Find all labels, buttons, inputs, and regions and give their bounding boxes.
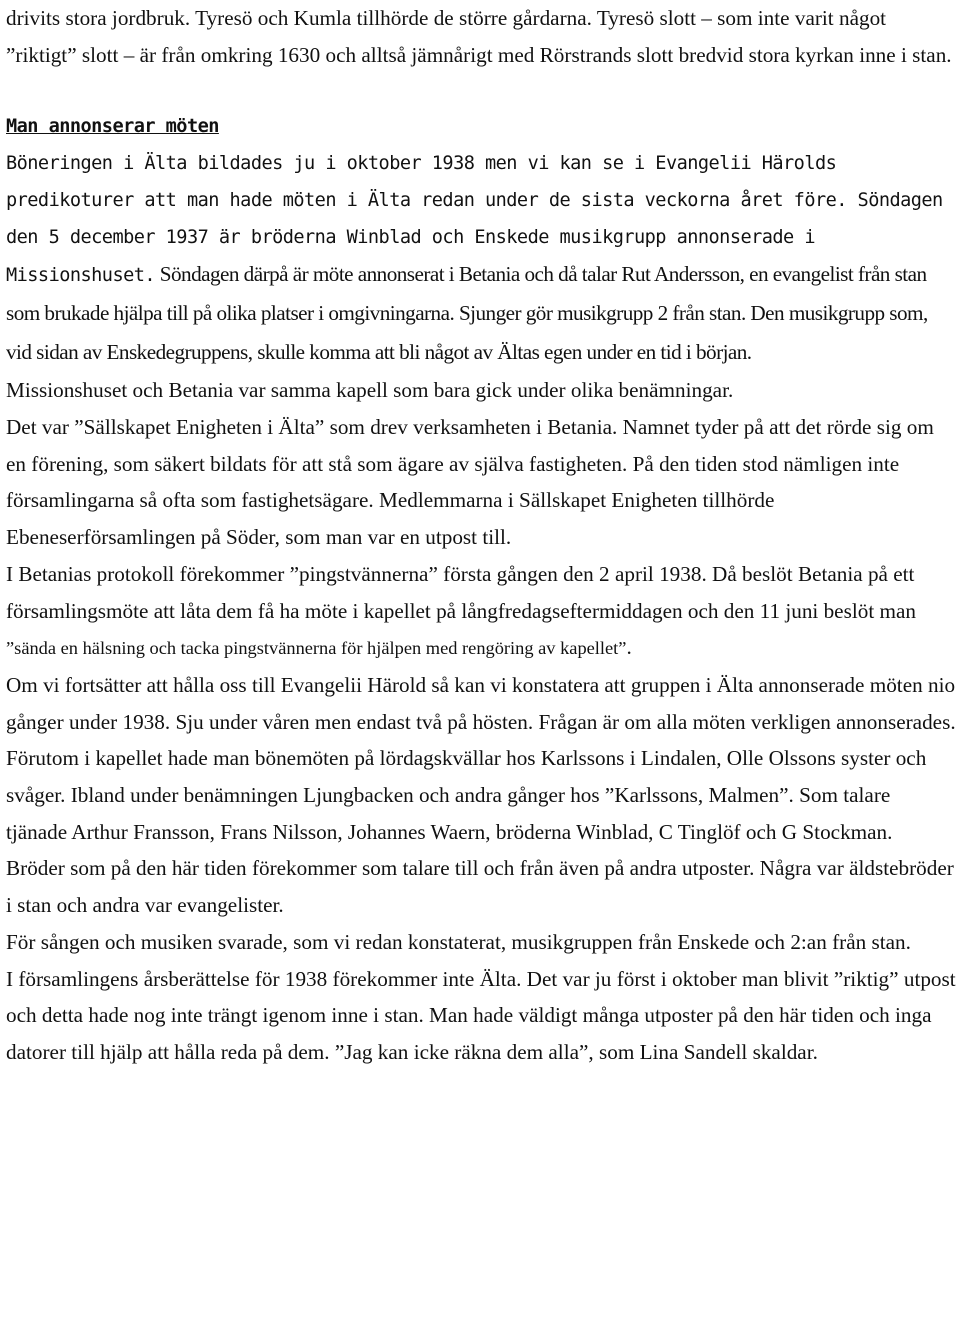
document-page [6, 0, 956, 1071]
paragraph-evangelii-harold: Om vi fortsätter att hålla oss till Evangelii Härold så kan vi konstatera att gruppen i Älta annonserade möten nio gånger under 1938. Sju under våren men endast två på hösten. Frågan är om alla möten verkligen annonserades. Förutom i kapellet hade man bönemöten på lördagskvällar hos Karlssons i Lindalen, Olle Olssons syster och svåger. Ibland under benämningen Ljungbacken och andra gånger hos ”Karlssons, Malmen”. Som talare tjänade Arthur Fransson, Frans Nilsson, Johannes Waern, bröderna Winblad, C Tinglöf och G Stockman. Bröder som på den här tiden förekommer som talare till och från även på andra utposter. Några var äldstebröder i stan och andra var evangelister. [6, 672, 956, 918]
paragraph-arsberattelse: I församlingens årsberättelse för 1938 förekommer inte Älta. Det var ju först i oktober man blivit ”riktig” utpost och detta hade nog inte trängt igenom inne i stan. Man hade väldigt många utposter på den här tiden och inga datorer till hjälp att hålla reda på dem. ”Jag kan icke räkna dem alla”, som Lina Sandell skaldar. [6, 966, 956, 1064]
paragraph-meetings [6, 146, 956, 372]
paragraph-protokoll [6, 556, 956, 667]
paragraph-meetings-part1: Böneringen i Älta bildades ju i oktober 1938 men vi kan se i Evangelii Härolds predikoturer att man hade möten i Älta redan under de sista veckorna året före. Söndagen den 5 december 1937 är bröderna Winblad och Enskede musikgrupp annonserade i Missionshuset. [6, 153, 943, 287]
paragraph-sallskapet: Det var ”Sällskapet Enigheten i Älta” som drev verksamheten i Betania. Namnet tyder på att det rörde sig om en förening, som säkert bildats för att stå som ägare av själva fastigheten. På den tiden stod nämligen inte församlingarna så ofta som fastighetsägare. Medlemmarna i Sällskapet Enigheten tillhörde Ebeneserförsamlingen på Söder, som man var en utpost till. [6, 415, 934, 550]
paragraph-protokoll-quote: ”sända en hälsning och tacka pingstvännerna för hjälpen med rengöring av kapellet” [6, 638, 627, 659]
intro-paragraph: drivits stora jordbruk. Tyresö och Kumla tillhörde de större gårdarna. Tyresö slott – som inte varit något ”riktigt” slott – är från omkring 1630 och alltså jämnårigt med Rörstrands slott bredvid stora kyrkan inne i stan. [6, 6, 952, 67]
paragraph-sangen: För sången och musiken svarade, som vi redan konstaterat, musikgruppen från Enskede och 2:an från stan. [6, 929, 911, 954]
paragraph-meetings-part2: Söndagen därpå är möte annonserat i Betania och då talar Rut Andersson, en evangelist från stan som brukade hjälpa till på olika platser i omgivningarna. Sjunger gör musikgrupp 2 från stan. Den musikgrupp som, vid sidan av Enskedegruppens, skulle komma att bli något av Ältas egen under en tid i början. [6, 262, 928, 364]
paragraph-missionshuset: Missionshuset och Betania var samma kapell som bara gick under olika benämningar. [6, 378, 734, 403]
paragraph-protokoll-end: . [626, 635, 632, 660]
section-heading: Man annonserar möten [6, 116, 219, 138]
paragraph-protokoll-part1: I Betanias protokoll förekommer ”pingstvännerna” första gången den 2 april 1938. Då beslöt Betania på ett församlingsmöte att låta dem få ha möte i kapellet på långfredagseftermiddagen och den 11 juni beslöt man [6, 561, 916, 623]
